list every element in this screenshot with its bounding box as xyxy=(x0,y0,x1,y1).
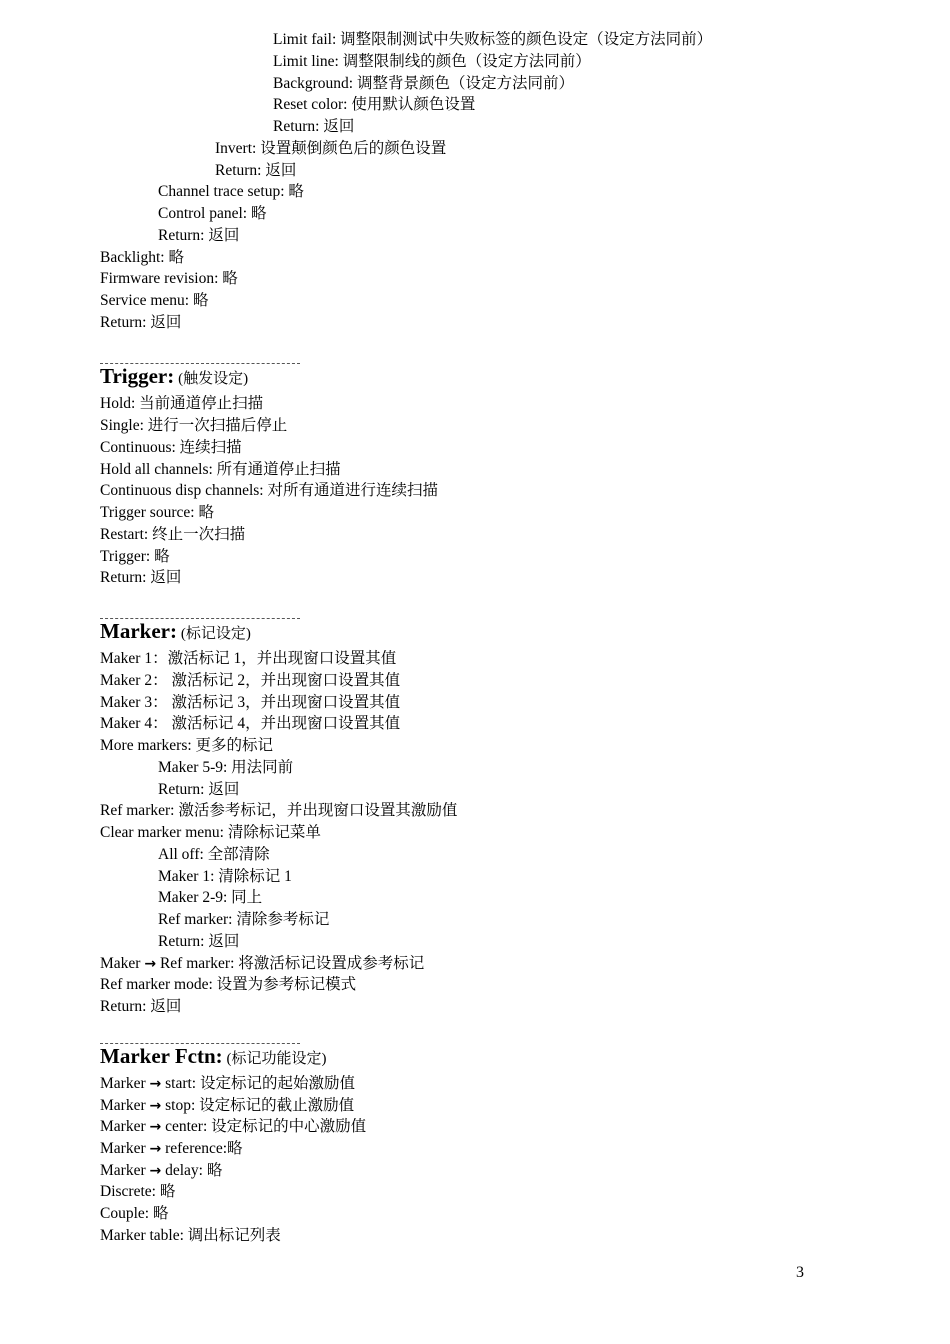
marker-stop-text: stop: 设定标记的截止激励值 xyxy=(165,1097,355,1114)
trigger-item: Trigger: 略 xyxy=(100,548,170,565)
page-number: 3 xyxy=(796,1264,804,1281)
arrow-right-icon: → xyxy=(149,1076,162,1092)
maker-1-line: Maker 1：激活标记 1，并出现窗口设置其值 xyxy=(100,650,397,667)
marker-label: Marker xyxy=(100,1075,146,1092)
trigger-item: Return: 返回 xyxy=(100,569,182,586)
marker-heading xyxy=(100,619,251,644)
marker-center-text: center: 设定标记的中心激励值 xyxy=(165,1118,367,1135)
return-line: Return: 返回 xyxy=(100,998,182,1015)
backlight-line: Backlight: 略 xyxy=(100,249,184,266)
marker-label: Marker xyxy=(100,1118,146,1135)
trigger-heading xyxy=(100,364,248,389)
marker-reference-line xyxy=(100,1139,243,1159)
discrete-line: Discrete: 略 xyxy=(100,1183,176,1200)
trigger-item: Continuous: 连续扫描 xyxy=(100,439,242,456)
return-line: Return: 返回 xyxy=(158,781,240,798)
marker-table-line: Marker table: 调出标记列表 xyxy=(100,1227,281,1244)
arrow-right-icon: → xyxy=(149,1163,162,1179)
marker-start-text: start: 设定标记的起始激励值 xyxy=(165,1075,355,1092)
maker-label: Maker xyxy=(100,955,141,972)
return-line: Return: 返回 xyxy=(273,118,355,135)
return-line: Return: 返回 xyxy=(158,933,240,950)
trigger-item: Restart: 终止一次扫描 xyxy=(100,526,246,543)
marker-label: Marker xyxy=(100,1140,146,1157)
trigger-item: Trigger source: 略 xyxy=(100,504,214,521)
limit-line-line: Limit line: 调整限制线的颜色（设定方法同前） xyxy=(273,53,591,70)
marker-label: Marker xyxy=(100,1162,146,1179)
clear-marker-menu-line: Clear marker menu: 清除标记菜单 xyxy=(100,824,321,841)
marker-delay-line xyxy=(100,1161,222,1181)
maker-to-ref-marker-line xyxy=(100,954,424,974)
return-line: Return: 返回 xyxy=(215,162,297,179)
channel-trace-setup-line: Channel trace setup: 略 xyxy=(158,183,304,200)
marker-delay-text: delay: 略 xyxy=(165,1162,223,1179)
marker-center-line xyxy=(100,1117,366,1137)
trigger-item: Hold all channels: 所有通道停止扫描 xyxy=(100,461,341,478)
maker-to-ref-text: Ref marker: 将激活标记设置成参考标记 xyxy=(159,955,425,972)
trigger-subtitle: (触发设定) xyxy=(178,371,249,387)
marker-start-line xyxy=(100,1074,355,1094)
more-markers-line: More markers: 更多的标记 xyxy=(100,737,274,754)
marker-subtitle: (标记设定) xyxy=(180,626,251,642)
marker-fctn-subtitle: (标记功能设定) xyxy=(226,1051,327,1067)
marker-stop-line xyxy=(100,1096,354,1116)
limit-fail-line: Limit fail: 调整限制测试中失败标签的颜色设定（设定方法同前） xyxy=(273,31,713,48)
trigger-item: Continuous disp channels: 对所有通道进行连续扫描 xyxy=(100,482,438,499)
maker-5-9-line: Maker 5-9: 用法同前 xyxy=(158,759,294,776)
arrow-right-icon: → xyxy=(149,1119,162,1135)
arrow-right-icon: → xyxy=(144,956,157,972)
clear-maker-1-line: Maker 1: 清除标记 1 xyxy=(158,868,292,885)
marker-label: Marker xyxy=(100,1097,146,1114)
couple-line: Couple: 略 xyxy=(100,1205,169,1222)
return-line: Return: 返回 xyxy=(158,227,240,244)
trigger-item: Hold: 当前通道停止扫描 xyxy=(100,395,264,412)
background-line: Background: 调整背景颜色（设定方法同前） xyxy=(273,75,574,92)
arrow-right-icon: → xyxy=(149,1098,162,1114)
marker-fctn-title: Marker Fctn: xyxy=(100,1044,223,1068)
service-menu-line: Service menu: 略 xyxy=(100,292,209,309)
maker-4-line: Maker 4： 激活标记 4，并出现窗口设置其值 xyxy=(100,715,401,732)
marker-title: Marker: xyxy=(100,619,177,643)
marker-reference-text: reference:略 xyxy=(165,1140,243,1157)
trigger-title: Trigger: xyxy=(100,364,175,388)
reset-color-line: Reset color: 使用默认颜色设置 xyxy=(273,96,476,113)
all-off-line: All off: 全部清除 xyxy=(158,846,270,863)
return-line: Return: 返回 xyxy=(100,314,182,331)
trigger-item: Single: 进行一次扫描后停止 xyxy=(100,417,288,434)
arrow-right-icon: → xyxy=(149,1141,162,1157)
clear-maker-2-9-line: Maker 2-9: 同上 xyxy=(158,889,263,906)
clear-ref-marker-line: Ref marker: 清除参考标记 xyxy=(158,911,330,928)
firmware-revision-line: Firmware revision: 略 xyxy=(100,270,238,287)
maker-3-line: Maker 3： 激活标记 3，并出现窗口设置其值 xyxy=(100,694,401,711)
control-panel-line: Control panel: 略 xyxy=(158,205,267,222)
ref-marker-line: Ref marker: 激活参考标记，并出现窗口设置其激励值 xyxy=(100,802,458,819)
invert-line: Invert: 设置颠倒颜色后的颜色设置 xyxy=(215,140,447,157)
maker-2-line: Maker 2： 激活标记 2，并出现窗口设置其值 xyxy=(100,672,401,689)
marker-fctn-heading xyxy=(100,1044,327,1069)
ref-marker-mode-line: Ref marker mode: 设置为参考标记模式 xyxy=(100,976,357,993)
